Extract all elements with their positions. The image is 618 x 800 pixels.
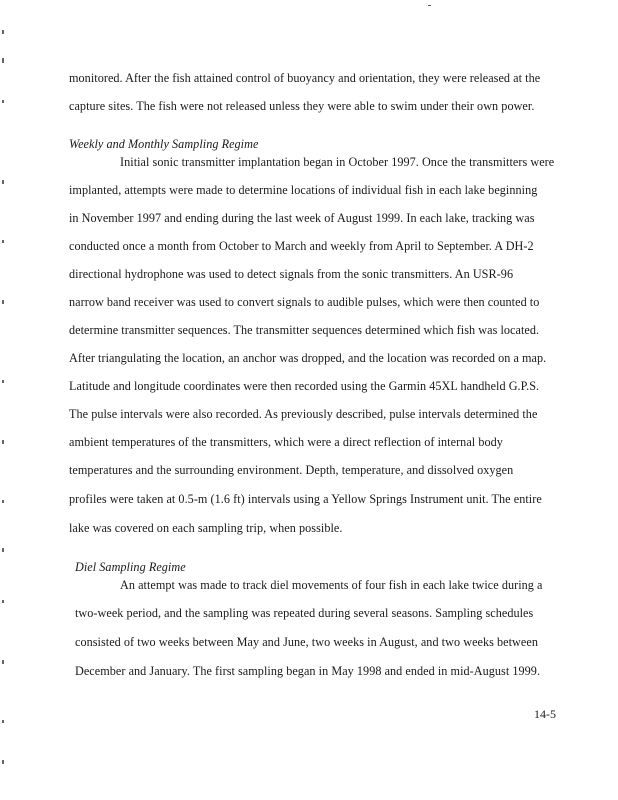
body-text-line: consisted of two weeks between May and June, two weeks in August, and two weeks between xyxy=(75,635,538,649)
body-text-line: profiles were taken at 0.5-m (1.6 ft) intervals using a Yellow Springs Instrument unit. The entire xyxy=(69,492,542,506)
scan-mark xyxy=(2,300,4,304)
body-text-line: two-week period, and the sampling was repeated during several seasons. Sampling schedules xyxy=(75,606,534,620)
scan-mark xyxy=(2,600,4,603)
scan-mark xyxy=(2,720,4,723)
section-heading-weekly: Weekly and Monthly Sampling Regime xyxy=(69,137,259,151)
scan-mark xyxy=(2,500,4,503)
scan-mark xyxy=(2,180,4,184)
body-text-line: implanted, attempts were made to determine locations of individual fish in each lake beginning xyxy=(69,183,538,197)
body-text-line: Latitude and longitude coordinates were then recorded using the Garmin 45XL handheld G.P.S. xyxy=(69,379,540,393)
scan-mark xyxy=(2,760,4,764)
body-text-line: December and January. The first sampling began in May 1998 and ended in mid-August 1999. xyxy=(75,664,541,678)
body-text-line: An attempt was made to track diel movements of four fish in each lake twice during a xyxy=(120,578,543,592)
scan-mark xyxy=(2,100,4,103)
scan-mark xyxy=(2,440,4,444)
body-text-line: in November 1997 and ending during the last week of August 1999. In each lake, tracking was xyxy=(69,211,535,225)
body-text-line: ambient temperatures of the transmitters, which were a direct reflection of internal body xyxy=(69,435,503,449)
scan-mark xyxy=(2,660,4,664)
scan-mark xyxy=(2,548,4,552)
body-text-line: temperatures and the surrounding environment. Depth, temperature, and dissolved oxygen xyxy=(69,463,514,477)
scan-mark xyxy=(2,380,4,383)
body-text-line: determine transmitter sequences. The transmitter sequences determined which fish was located. xyxy=(69,323,540,337)
body-text-line: narrow band receiver was used to convert signals to audible pulses, which were then counted to xyxy=(69,295,540,309)
body-text-line: conducted once a month from October to March and weekly from April to September. A DH-2 xyxy=(69,239,534,253)
scan-mark xyxy=(428,5,431,6)
scan-mark xyxy=(2,240,4,243)
page-number: 14-5 xyxy=(534,707,556,721)
scan-mark xyxy=(2,58,4,63)
body-text-line: directional hydrophone was used to detect signals from the sonic transmitters. An USR-96 xyxy=(69,267,514,281)
body-text-line: capture sites. The fish were not released unless they were able to swim under their own power. xyxy=(69,99,535,113)
section-heading-diel: Diel Sampling Regime xyxy=(75,560,186,574)
body-text-line: After triangulating the location, an anchor was dropped, and the location was recorded on a map. xyxy=(69,351,547,365)
body-text-line: Initial sonic transmitter implantation began in October 1997. Once the transmitters were xyxy=(120,155,555,169)
body-text-line: lake was covered on each sampling trip, when possible. xyxy=(69,521,343,535)
body-text-line: The pulse intervals were also recorded. As previously described, pulse intervals determined the xyxy=(69,407,538,421)
scan-mark xyxy=(2,30,4,34)
body-text-line: monitored. After the fish attained control of buoyancy and orientation, they were released at the xyxy=(69,71,541,85)
